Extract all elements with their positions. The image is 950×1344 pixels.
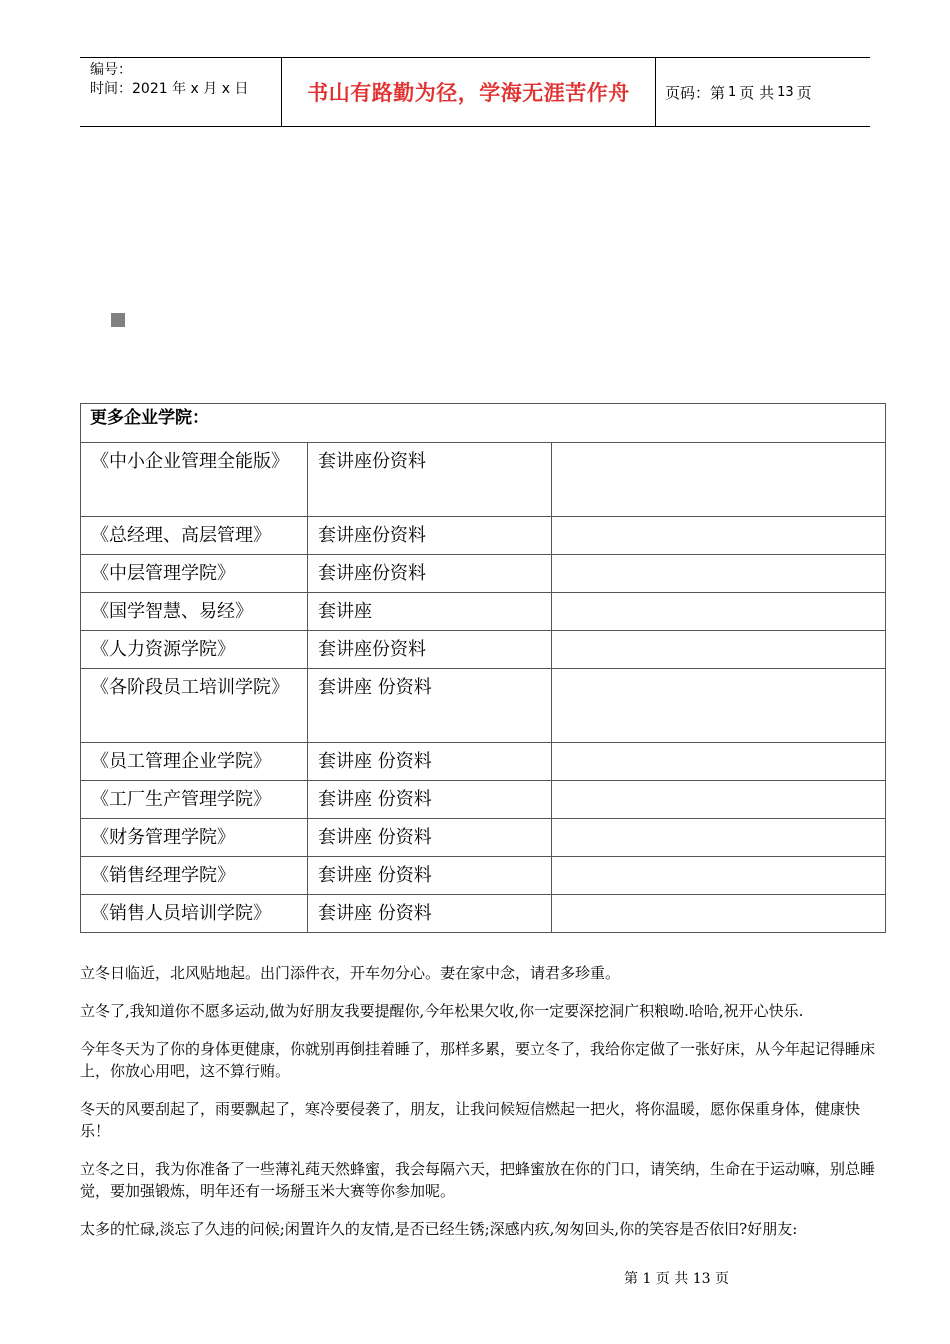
- row-extra: [552, 895, 886, 933]
- table-row: [81, 631, 886, 669]
- row-extra: [552, 443, 886, 517]
- row-extra: [552, 669, 886, 743]
- table-row: [81, 517, 886, 555]
- row-title: 《员工管理企业学院》: [81, 743, 308, 781]
- row-extra: [552, 857, 886, 895]
- row-title: 《人力资源学院》: [81, 631, 308, 669]
- body-text: [80, 962, 875, 1256]
- row-desc: 套讲座 份资料: [308, 669, 552, 743]
- row-desc: 套讲座份资料: [308, 555, 552, 593]
- row-extra: [552, 631, 886, 669]
- table-row: [81, 593, 886, 631]
- row-extra: [552, 555, 886, 593]
- academy-table: [80, 403, 886, 933]
- header-divider: [655, 58, 656, 126]
- date-label: 时间：2021 年 x 月 x 日: [90, 81, 249, 97]
- row-desc: 套讲座 份资料: [308, 743, 552, 781]
- paragraph: 立冬了,我知道你不愿多运动,做为好朋友我要提醒你,今年松果欠收,你一定要深挖洞广积粮呦.哈哈,祝开心快乐.: [80, 1002, 804, 1020]
- table-row: [81, 743, 886, 781]
- row-title: 《总经理、高层管理》: [81, 517, 308, 555]
- row-desc: 套讲座份资料: [308, 517, 552, 555]
- paragraph: 今年冬天为了你的身体更健康，你就别再倒挂着睡了，那样多累，要立冬了，我给你定做了一张好床，从今年起记得睡床上，你放心用吧，这不算行贿。: [80, 1040, 876, 1080]
- table-row: [81, 555, 886, 593]
- table-row: [81, 857, 886, 895]
- page-mid: 页 共: [739, 83, 775, 102]
- row-desc: 套讲座: [308, 593, 552, 631]
- header-motto: 书山有路勤为径，学海无涯苦作舟: [307, 81, 630, 105]
- row-extra: [552, 819, 886, 857]
- row-desc: 套讲座 份资料: [308, 781, 552, 819]
- table-caption: 更多企业学院：: [81, 404, 886, 443]
- row-title: 《销售经理学院》: [81, 857, 308, 895]
- row-title: 《财务管理学院》: [81, 819, 308, 857]
- row-title: 《销售人员培训学院》: [81, 895, 308, 933]
- row-title: 《各阶段员工培训学院》: [81, 669, 308, 743]
- table-row: [81, 819, 886, 857]
- document-header: [80, 57, 870, 127]
- row-desc: 套讲座份资料: [308, 631, 552, 669]
- table-row: [81, 781, 886, 819]
- paragraph: 冬天的风要刮起了，雨要飘起了，寒冷要侵袭了，朋友，让我问候短信燃起一把火，将你温暖，愿你保重身体，健康快乐！: [80, 1100, 861, 1140]
- table-row: [81, 895, 886, 933]
- row-extra: [552, 743, 886, 781]
- header-meta: [90, 61, 280, 99]
- table-row: [81, 669, 886, 743]
- page-current: 1: [728, 84, 737, 100]
- row-extra: [552, 593, 886, 631]
- row-desc: 套讲座 份资料: [308, 857, 552, 895]
- paragraph: 立冬之日，我为你准备了一些薄礼莼天然蜂蜜，我会每隔六天，把蜂蜜放在你的门口，请笑纳，生命在于运动嘛，别总睡觉，要加强锻炼，明年还有一场掰玉米大赛等你参加呢。: [80, 1160, 876, 1200]
- page-footer: 第 1 页 共 13 页: [624, 1271, 729, 1287]
- paragraph: 太多的忙碌,淡忘了久违的问候;闲置许久的友情,是否已经生锈;深感内疚,匆匆回头,你的笑容是否依旧?好朋友:: [80, 1220, 798, 1238]
- page-total: 13: [777, 84, 794, 100]
- header-page-number: [665, 58, 812, 126]
- table-row: [81, 443, 886, 517]
- row-title: 《中层管理学院》: [81, 555, 308, 593]
- row-desc: 套讲座 份资料: [308, 819, 552, 857]
- row-title: 《工厂生产管理学院》: [81, 781, 308, 819]
- serial-label: 编号：: [90, 62, 132, 78]
- row-title: 《中小企业管理全能版》: [81, 443, 308, 517]
- square-bullet-icon: [111, 313, 125, 327]
- paragraph: 立冬日临近，北风贴地起。出门添件衣，开车勿分心。妻在家中念，请君多珍重。: [80, 964, 621, 982]
- page-prefix: 页码：第: [665, 83, 726, 102]
- row-desc: 套讲座 份资料: [308, 895, 552, 933]
- row-desc: 套讲座份资料: [308, 443, 552, 517]
- row-extra: [552, 517, 886, 555]
- row-extra: [552, 781, 886, 819]
- page-suffix: 页: [796, 83, 812, 102]
- row-title: 《国学智慧、易经》: [81, 593, 308, 631]
